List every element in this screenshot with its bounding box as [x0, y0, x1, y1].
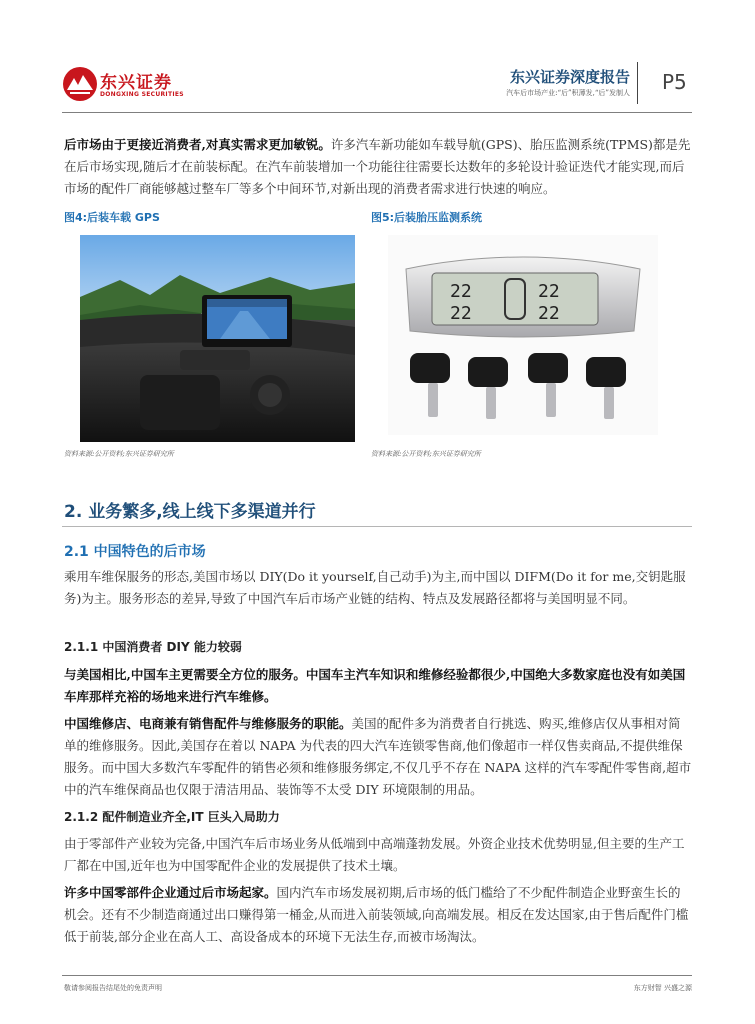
- figure-4-source: 资料来源:公开资料;东兴证券研究所: [64, 450, 174, 458]
- header-rule: [62, 112, 692, 113]
- intro-body: 许多汽车新功能如车载导航(GPS)、胎压监测系统(TPMS)都是先在后市场实现,随后才在前装标配。在汽车前装增加一个功能往往需要长达数年的多轮设计验证迭代才能实现,而后市场的配件厂商能够越过整车厂等多个中间环节,对新出现的消费者需求进行快速的响应。: [64, 137, 691, 196]
- intro-paragraph: [64, 134, 692, 200]
- report-title: 东兴证券深度报告: [509, 68, 630, 86]
- paragraph-repair-shops-lead: 中国维修店、电商兼有销售配件与维修服务的职能。: [64, 716, 352, 731]
- figure-4-image: [80, 235, 355, 442]
- paragraph-origins: [64, 882, 692, 948]
- subsection-heading-2-1-1: 2.1.1 中国消费者 DIY 能力较弱: [64, 640, 242, 654]
- section-rule: [62, 526, 692, 527]
- logo-text-cn: 东兴证券: [100, 73, 172, 93]
- paragraph-origins-lead: 许多中国零部件企业通过后市场起家。: [64, 885, 277, 900]
- tpms-reading-d: 22: [538, 303, 560, 324]
- tpms-reading-c: 22: [538, 281, 560, 302]
- figure-5-source: 资料来源:公开资料;东兴证券研究所: [371, 450, 481, 458]
- paragraph-origins-body: 国内汽车市场发展初期,后市场的低门槛给了不少配件制造企业野蛮生长的机会。还有不少制造商通过出口赚得第一桶金,从而进入前装领域,向高端发展。相反在发达国家,由于售后配件门槛低于前装,部分企业在高人工、高设备成本的环境下无法生存,而被市场淘汰。: [64, 885, 689, 944]
- paragraph-repair-shops-body: 美国的配件多为消费者自行挑选、购买,维修店仅从事相对简单的维修服务。因此,美国存在着以 NAPA 为代表的四大汽车连锁零售商,他们像超市一样仅售卖商品,不提供维保服务。而中国大多数汽车零配件的销售必须和维修服务绑定,不仅几乎不存在 NAPA 这样的汽车零配件零售商,超市中的汽车维保商品也仅限于清洁用品、装饰等不太受 DIY 环境限制的用品。: [64, 716, 692, 797]
- page-number: P5: [662, 70, 687, 94]
- paragraph-full-service: [64, 664, 692, 708]
- report-subtitle: 汽车后市场产业:“后”积薄发,“后”发制人: [506, 89, 630, 97]
- figure-5-caption: 图5:后装胎压监测系统: [371, 211, 483, 224]
- intro-lead: 后市场由于更接近消费者,对真实需求更加敏锐。: [64, 137, 331, 152]
- paragraph-service-forms: 乘用车维保服务的形态,美国市场以 DIY(Do it yourself,自己动手)为主,而中国以 DIFM(Do it for me,交钥匙服务)为主。服务形态的差异,导致了中国汽车后市场产业链的结构、特点及发展路径都将与美国明显不同。: [64, 569, 686, 606]
- section-heading-2: 2. 业务繁多,线上线下多渠道并行: [64, 502, 316, 522]
- figure-4-caption: 图4:后装车载 GPS: [64, 211, 160, 224]
- logo-text-en: DONGXING SECURITIES: [100, 91, 184, 98]
- paragraph-manufacturing: 由于零部件产业较为完备,中国汽车后市场业务从低端到中高端蓬勃发展。外资企业技术优势明显,但主要的生产工厂都在中国,近年也为中国零配件企业的发展提供了技术土壤。: [64, 836, 685, 873]
- header-divider: [637, 62, 638, 104]
- paragraph-repair-shops: [64, 713, 692, 801]
- tpms-reading-a: 22: [450, 281, 472, 302]
- paragraph-full-service-text: 与美国相比,中国车主更需要全方位的服务。中国车主汽车知识和维修经验都很少,中国绝大多数家庭也没有如美国车库那样充裕的场地来进行汽车维修。: [64, 667, 686, 704]
- subsection-heading-2-1-2: 2.1.2 配件制造业齐全,IT 巨头入局助力: [64, 810, 280, 824]
- logo-mark-icon: [62, 66, 98, 102]
- subsection-heading-2-1: 2.1 中国特色的后市场: [64, 544, 206, 560]
- footer-disclaimer: 敬请参阅报告结尾处的免责声明: [64, 984, 162, 992]
- tpms-reading-b: 22: [450, 303, 472, 324]
- footer-rule: [62, 975, 692, 976]
- figure-5-image: [388, 235, 658, 435]
- footer-slogan: 东方财智 兴盛之源: [633, 984, 692, 992]
